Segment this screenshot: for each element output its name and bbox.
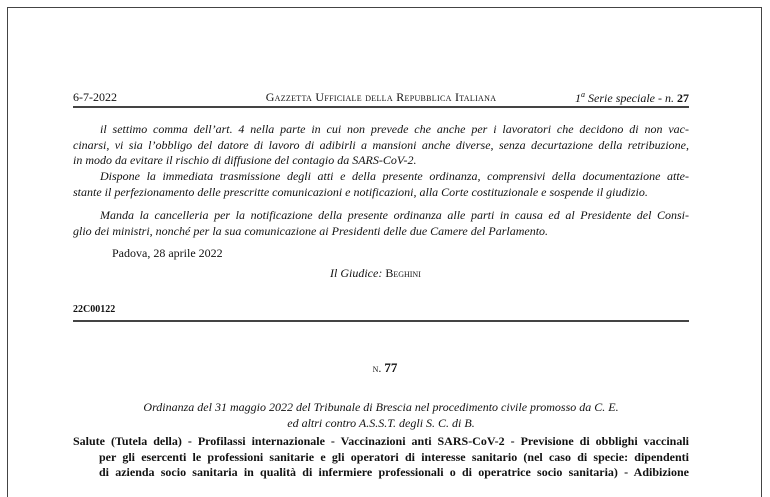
judge-role: Il Giudice: [330,266,386,280]
place-date: Padova, 28 aprile 2022 [112,246,223,260]
ordinance-subject: Salute (Tutela della) - Profilassi internazionale - Vaccinazioni anti SARS-CoV-2 - Previsione di obblighi vaccinali per gli esercenti le professioni sanitarie e gli operatori di interesse sanitario (nel caso di specie: dipendenti di azienda socio sanitaria in qualità di infermiere professionali o di operatrice socio sanitaria) - Adibizione [73,434,689,479]
judge-name: Beghini [385,266,421,280]
section-rule [73,320,689,322]
page-header [73,90,689,106]
header-date: 6-7-2022 [73,90,117,104]
paragraph-3: Manda la cancelleria per la notificazione della presente ordinanza alle parti in causa ed al Presidente del Consi- glio dei ministri, nonché per la sua comunicazione ai Presidenti delle due Camere del Parlamento. [73,208,689,238]
header-rule [73,106,689,108]
header-gazette-title: Gazzetta Ufficiale della Repubblica Italiana [265,90,497,104]
document-code: 22C00122 [73,304,116,315]
paragraph-1: il settimo comma dell’art. 4 nella parte in cui non prevede che anche per i lavoratori che decidono di non vac- cinarsi, vi sia l’obbligo del datore di lavoro di adibirli a mansioni anche diverse, senza decurtazione della retribuzione, in modo da evitare il rischio di diffusione del contagio da SARS-CoV-2. [73,122,689,167]
ordinance-title: Ordinanza del 31 maggio 2022 del Tribunale di Brescia nel procedimento civile promosso da C. E. ed altri contro A.S.S.T. degli S. C. di B. [143,400,619,430]
header-series: 1$^a$ Serie speciale - n. 27 [575,90,689,105]
ordinance-number: n. 77 [372,360,398,375]
paragraph-2: Dispone la immediata trasmissione degli atti e della presente ordinanza, comprensivi della documentazione atte- stante il perfezionamento delle prescritte comunicazioni e notificazioni, alla Corte costituzionale e sospende il giudizio. [73,169,689,199]
header-issue-number: 27 [677,91,689,105]
judge-signature [330,266,421,281]
